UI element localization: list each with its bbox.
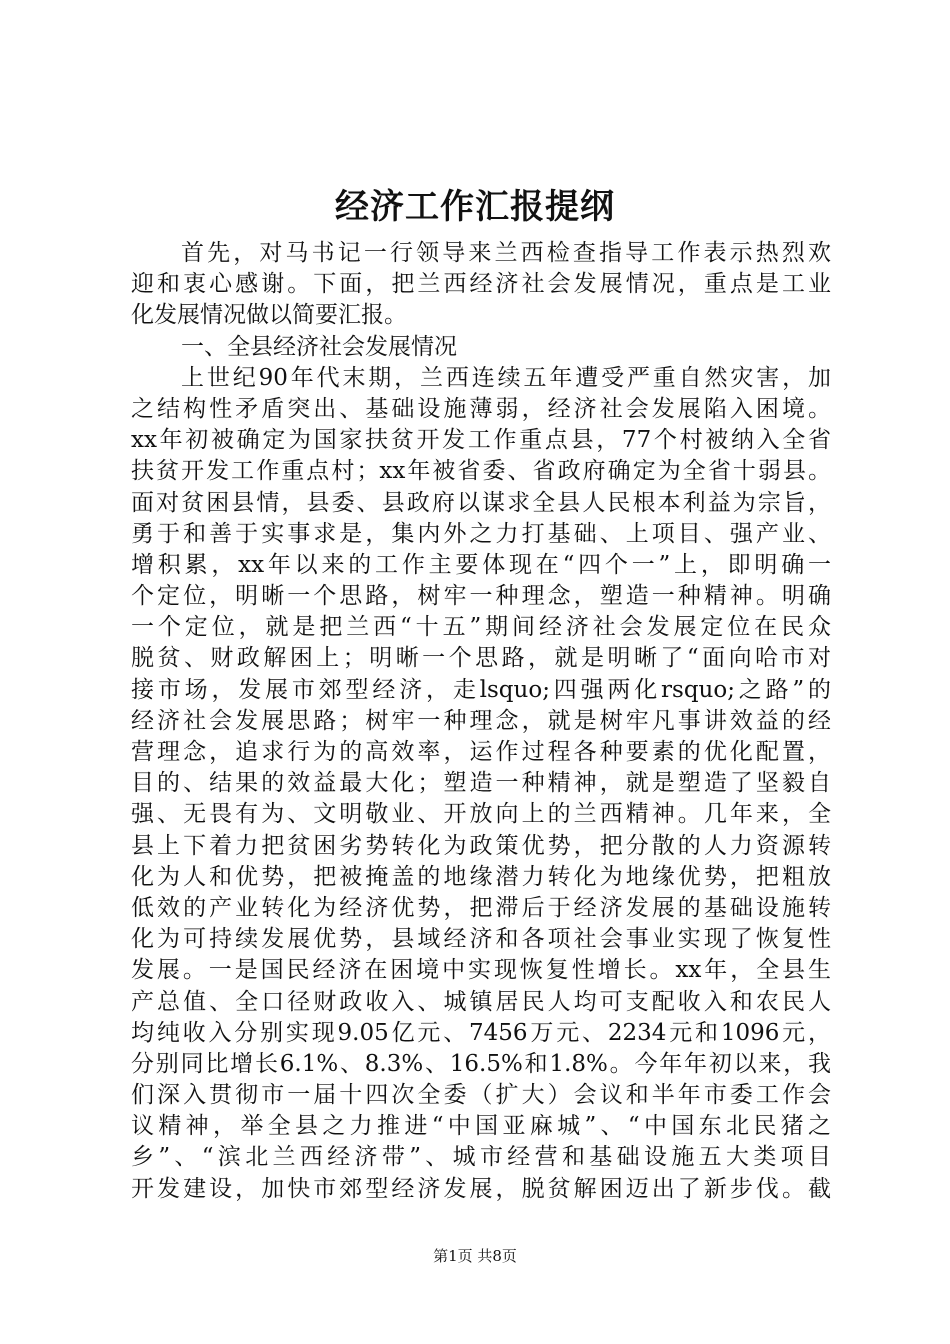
body-text-line: 个定位，明晰一个思路，树牢一种理念，塑造一种精神。明确 [131,583,831,610]
body-text-line: 乡”、“滨北兰西经济带”、城市经营和基础设施五大类项目 [131,1144,831,1171]
body-text-line: 强、无畏有为、文明敬业、开放向上的兰西精神。几年来，全 [131,801,831,828]
body-text-line: 产总值、全口径财政收入、城镇居民人均可支配收入和农民人 [131,988,831,1015]
document-body [131,238,831,1205]
body-text-line: 面对贫困县情，县委、县政府以谋求全县人民根本利益为宗旨， [131,489,831,516]
body-text-line: 均纯收入分别实现9.05亿元、7456万元、2234元和1096元， [131,1019,831,1046]
body-text-line: 一、全县经济社会发展情况 [181,333,457,360]
body-text-line: 脱贫、财政解困上；明晰一个思路，就是明晰了“面向哈市对 [131,645,831,672]
body-text-line: 发展。一是国民经济在困境中实现恢复性增长。xx年，全县生 [131,957,831,984]
body-text-line: 迎和衷心感谢。下面，把兰西经济社会发展情况，重点是工业 [131,271,831,298]
body-text-line: 扶贫开发工作重点村；xx年被省委、省政府确定为全省十弱县。 [131,458,831,485]
body-text-line: 分别同比增长6.1%、8.3%、16.5%和1.8%。今年年初以来，我 [131,1050,831,1077]
body-text-line: 县上下着力把贫困劣势转化为政策优势，把分散的人力资源转 [131,832,831,859]
body-text-line: 化为可持续发展优势，县域经济和各项社会事业实现了恢复性 [131,926,831,953]
body-text-line: 接市场，发展市郊型经济，走lsquo;四强两化rsquo;之路”的 [131,676,831,703]
body-text-line: 开发建设，加快市郊型经济发展，脱贫解困迈出了新步伐。截 [131,1175,831,1202]
document-title: 经济工作汇报提纲 [335,187,615,227]
body-text-line: 之结构性矛盾突出、基础设施薄弱，经济社会发展陷入困境。 [131,395,831,422]
body-text-line: 议精神，举全县之力推进“中国亚麻城”、“中国东北民猪之 [131,1113,831,1140]
body-text-line: 们深入贯彻市一届十四次全委（扩大）会议和半年市委工作会 [131,1082,831,1109]
body-text-line: 上世纪90年代末期，兰西连续五年遭受严重自然灾害，加 [181,364,831,391]
body-text-line: 勇于和善于实事求是，集内外之力打基础、上项目、强产业、 [131,520,831,547]
body-text-line: 一个定位，就是把兰西“十五”期间经济社会发展定位在民众 [131,614,831,641]
body-text-line: 低效的产业转化为经济优势，把滞后于经济发展的基础设施转 [131,894,831,921]
body-text-line: 增积累，xx年以来的工作主要体现在“四个一”上，即明确一 [131,551,831,578]
body-text-line: 首先，对马书记一行领导来兰西检查指导工作表示热烈欢 [181,240,831,266]
body-text-line: 营理念，追求行为的高效率，运作过程各种要素的优化配置， [131,739,831,765]
body-text-line: 目的、结果的效益最大化；塑造一种精神，就是塑造了坚毅自 [131,770,831,797]
body-text-line: 经济社会发展思路；树牢一种理念，就是树牢凡事讲效益的经 [131,707,831,734]
body-text-line: 化发展情况做以简要汇报。 [131,302,407,329]
page-footer: 第1页 共8页 [433,1247,517,1265]
body-text-line: xx年初被确定为国家扶贫开发工作重点县，77个村被纳入全省 [131,427,831,454]
body-text-line: 化为人和优势，把被掩盖的地缘潜力转化为地缘优势，把粗放 [131,863,831,890]
